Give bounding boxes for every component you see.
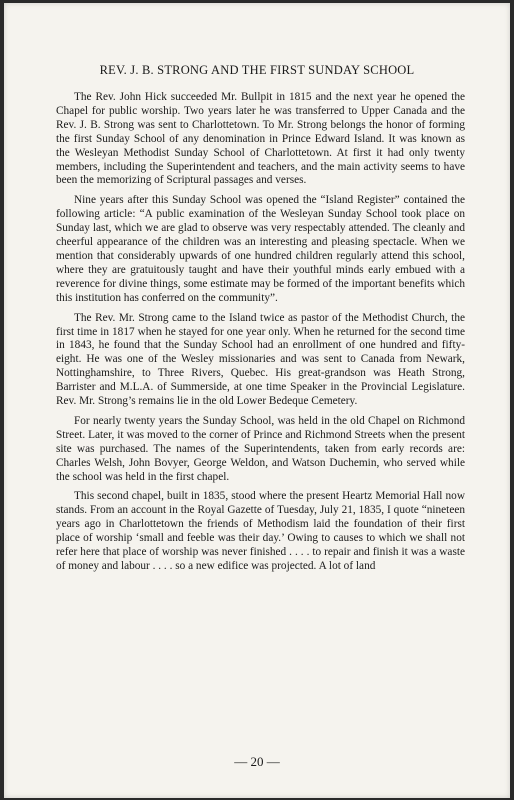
- book-page: [4, 3, 510, 798]
- chapter-heading: REV. J. B. STRONG AND THE FIRST SUNDAY SCHOOL: [99, 63, 415, 77]
- paragraph-5: This second chapel, built in 1835, stood where the present Heartz Memorial Hall now stands. From an account in the Royal Gazette of Tuesday, July 21, 1835, I quote “nineteen years ago in Charlottetown the friends of Methodism laid the foundation of their first place of worship ‘small and feeble was their day.’ Owing to causes to which we shall not refer here that place of worship was never finished . . . . to repair and finish it was a waste of money and labour . . . . so a new edifice was projected. A lot of land: [56, 490, 465, 572]
- paragraph-1: The Rev. John Hick succeeded Mr. Bullpit in 1815 and the next year he opened the Chapel for public worship. Two years later he was transferred to Upper Canada and the Rev. J. B. Strong was sent to Charlottetown. To Mr. Strong belongs the honor of forming the first Sunday School of any denomination in Prince Edward Island. It was known as the Wesleyan Methodist Sunday School of Charlottetown. At first it had only twenty members, including the Superintendent and teachers, and the main activity seems to have been the memorizing of Scriptural passages and verses.: [56, 91, 465, 187]
- paragraph-3: The Rev. Mr. Strong came to the Island twice as pastor of the Methodist Church, the first time in 1817 when he stayed for one year only. When he returned for the second time in 1843, he found that the Sunday School had an enrollment of one hundred and fifty-eight. He was one of the Wesley missionaries and was sent to Canada from Newark, Nottinghamshire, to Three Rivers, Quebec. His great-grandson was Heath Strong, Barrister and M.L.A. of Summerside, at one time Speaker in the Provincial Legislature. Rev. Mr. Strong’s remains lie in the old Lower Bedeque Cemetery.: [56, 311, 465, 408]
- page-number: — 20 —: [234, 754, 280, 769]
- paragraph-2: Nine years after this Sunday School was opened the “Island Register” contained the following article: “A public examination of the Wesleyan Sunday School took place on Sunday last, which we are glad to observe was very respectably attended. The cleanly and cheerful appearance of the children was an interesting and pleasing spectacle. When we mention that considerably upwards of one hundred children regularly attend this school, where they are gratuitously taught and have their youthful minds early embued with a reverence for divine things, some estimate may be formed of the important benefits which this institution has conferred on the community”.: [56, 194, 465, 304]
- paragraph-4: For nearly twenty years the Sunday School, was held in the old Chapel on Richmond Street. Later, it was moved to the corner of Prince and Richmond Streets when the present site was purchased. The names of the Superintendents, taken from early records are: Charles Welsh, John Bovyer, George Weldon, and Watson Duchemin, who served while the school was held in the first chapel.: [56, 414, 465, 483]
- body-text: [56, 91, 465, 580]
